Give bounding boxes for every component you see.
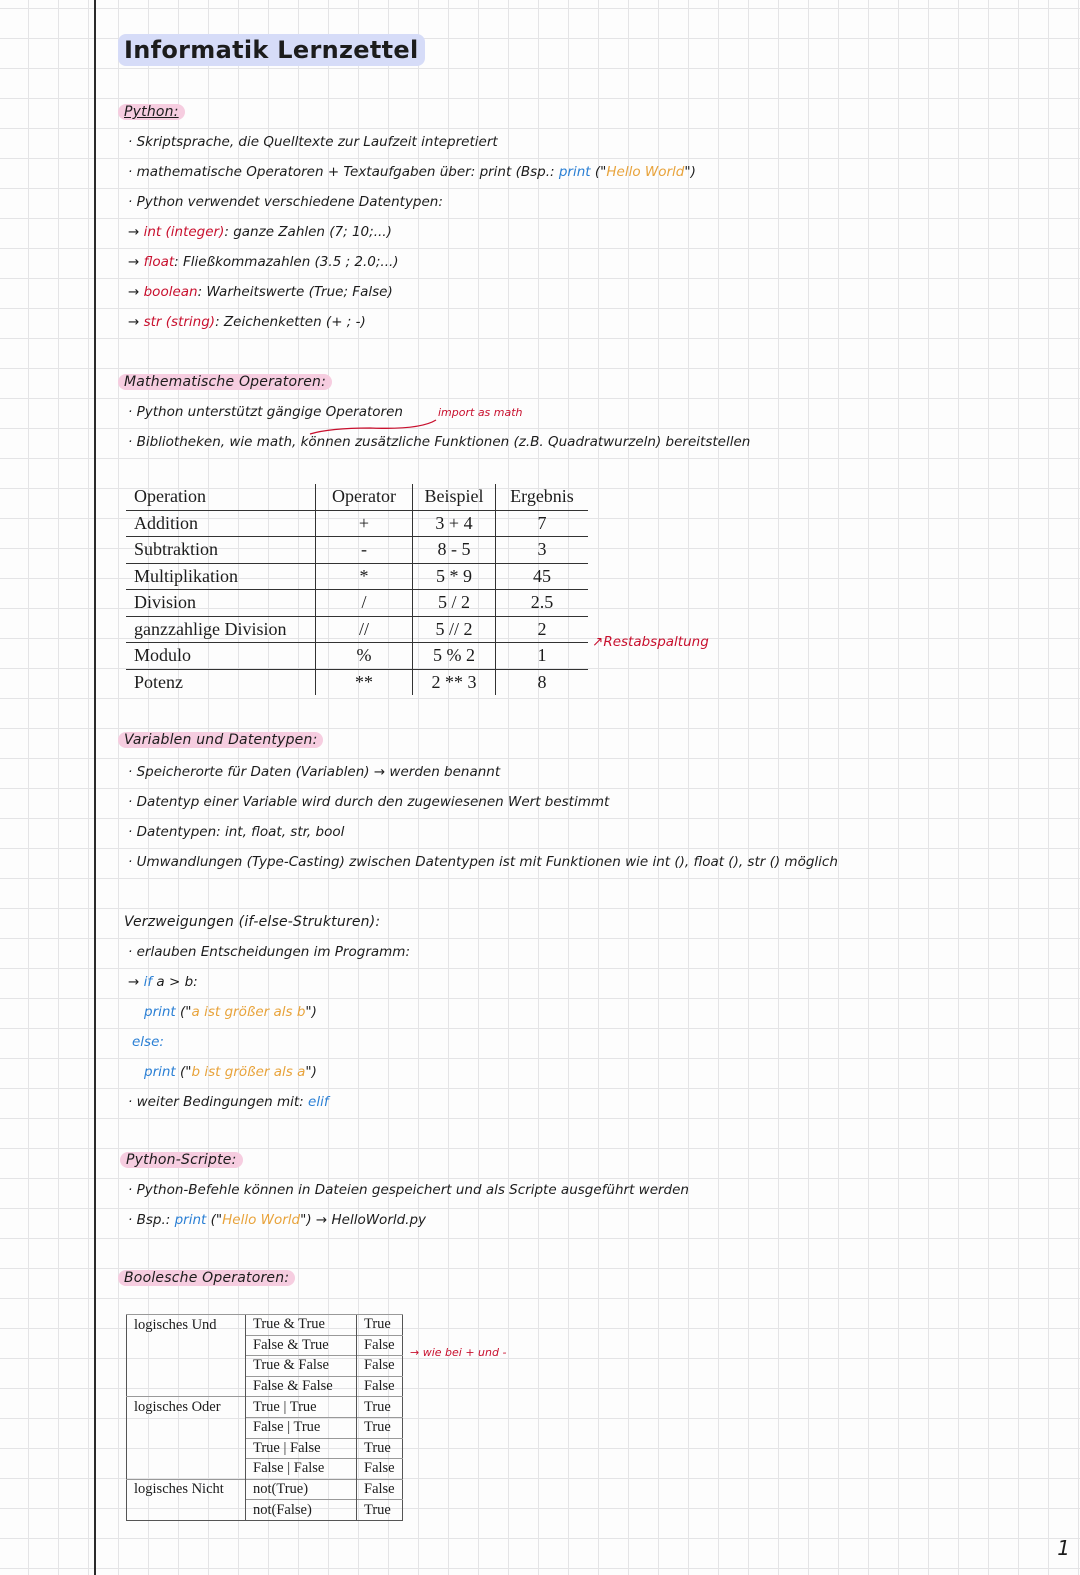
table-cell: logisches Und (127, 1315, 246, 1336)
table-cell: False (357, 1459, 403, 1480)
variables-heading: Variablen und Datentypen: (118, 732, 323, 748)
table-cell: False (357, 1335, 403, 1356)
table-cell: True (357, 1417, 403, 1438)
variables-line-1: · Speicherorte für Daten (Variablen) → werden benannt (128, 764, 501, 780)
table-row (126, 590, 588, 617)
table-cell: Multiplikation (134, 565, 239, 586)
table-row (127, 1376, 403, 1397)
branches-heading: Verzweigungen (if-else-Strukturen): (124, 914, 381, 930)
table-cell: 8 - 5 (413, 537, 496, 564)
boolean-heading: Boolesche Operatoren: (118, 1270, 295, 1286)
type-int: → int (integer): ganze Zahlen (7; 10;...) (128, 224, 392, 240)
table-row (127, 1335, 403, 1356)
table-cell: 5 / 2 (413, 590, 496, 617)
math-line-2: · Bibliotheken, wie math, können zusätzliche Funktionen (z.B. Quadratwurzeln) bereitstellen (128, 434, 751, 450)
scripts-line-2: · Bsp.: print ("Hello World") → HelloWorld.py (128, 1212, 427, 1228)
table-cell: Subtraktion (134, 539, 218, 560)
table-cell: 5 // 2 (413, 616, 496, 643)
page-number: 1 (1057, 1536, 1070, 1560)
table-cell: ganzzahlige Division (134, 618, 287, 639)
scripts-heading: Python-Scripte: (120, 1152, 243, 1168)
table-header: Ergebnis (496, 484, 589, 510)
scripts-line-1: · Python-Befehle können in Dateien gespeichert und als Scripte ausgeführt werden (128, 1182, 689, 1198)
table-cell: False (357, 1376, 403, 1397)
table-cell: 2.5 (496, 590, 589, 617)
table-row (127, 1438, 403, 1459)
table-cell: 8 (496, 669, 589, 695)
table-cell: 1 (496, 643, 589, 670)
table-header: Beispiel (413, 484, 496, 510)
python-heading: Python: (118, 104, 185, 120)
type-boolean: → boolean: Warheitswerte (True; False) (128, 284, 393, 300)
table-row (126, 537, 588, 564)
table-cell (127, 1335, 246, 1356)
table-cell: True (357, 1315, 403, 1336)
table-row (127, 1397, 403, 1418)
boolean-table (126, 1314, 403, 1521)
code-print-2: print ("b ist größer als a") (144, 1064, 317, 1080)
table-cell (127, 1500, 246, 1521)
table-header: Operation (134, 486, 206, 507)
table-row (126, 616, 588, 643)
table-cell: // (316, 616, 413, 643)
table-cell: True & False (246, 1356, 357, 1377)
table-row (126, 510, 588, 537)
math-line-1: · Python unterstützt gängige Operatoren (128, 404, 403, 420)
table-cell: not(True) (246, 1479, 357, 1500)
table-cell: True | False (246, 1438, 357, 1459)
variables-line-3: · Datentypen: int, float, str, bool (128, 824, 345, 840)
table-cell: 2 (496, 616, 589, 643)
table-cell: ** (316, 669, 413, 695)
table-cell: % (316, 643, 413, 670)
import-annotation: import as math (438, 406, 523, 419)
table-cell: False (357, 1479, 403, 1500)
type-float: → float: Fließkommazahlen (3.5 ; 2.0;...) (128, 254, 399, 270)
table-row (126, 669, 588, 695)
table-cell: * (316, 563, 413, 590)
table-row (127, 1315, 403, 1336)
table-header: Operator (316, 484, 413, 510)
table-cell: False | False (246, 1459, 357, 1480)
variables-line-2: · Datentyp einer Variable wird durch den zugewiesenen Wert bestimmt (128, 794, 610, 810)
table-cell: logisches Oder (127, 1397, 246, 1418)
table-cell: Addition (134, 512, 199, 533)
python-line-1: · Skriptsprache, die Quelltexte zur Laufzeit intepretiert (128, 134, 498, 150)
table-cell: 3 (496, 537, 589, 564)
table-cell: True | True (246, 1397, 357, 1418)
table-cell: False (357, 1356, 403, 1377)
modulo-note: ↗Restabspaltung (592, 634, 709, 650)
page-title: Informatik Lernzettel (118, 34, 425, 66)
type-str: → str (string): Zeichenketten (+ ; -) (128, 314, 366, 330)
table-cell (127, 1438, 246, 1459)
table-cell: True (357, 1438, 403, 1459)
table-cell: True & True (246, 1315, 357, 1336)
table-cell: Potenz (134, 671, 183, 692)
table-cell: False & True (246, 1335, 357, 1356)
table-row (127, 1500, 403, 1521)
table-cell: 7 (496, 510, 589, 537)
table-row (127, 1356, 403, 1377)
table-cell (127, 1417, 246, 1438)
table-cell: 45 (496, 563, 589, 590)
table-cell (127, 1376, 246, 1397)
boolean-note: → wie bei + und - (410, 1346, 507, 1359)
code-print-1: print ("a ist größer als b") (144, 1004, 317, 1020)
table-cell: 3 + 4 (413, 510, 496, 537)
table-cell: logisches Nicht (127, 1479, 246, 1500)
table-cell: True (357, 1397, 403, 1418)
code-else: else: (132, 1034, 164, 1050)
margin-line (94, 0, 96, 1575)
code-if: → if a > b: (128, 974, 198, 990)
elif-line: · weiter Bedingungen mit: elif (128, 1094, 329, 1110)
table-cell (127, 1459, 246, 1480)
variables-line-4: · Umwandlungen (Type-Casting) zwischen Datentypen ist mit Funktionen wie int (), float (), str () möglich (128, 854, 838, 870)
table-cell: / (316, 590, 413, 617)
table-cell: Modulo (134, 645, 192, 666)
table-cell: False & False (246, 1376, 357, 1397)
python-line-3: · Python verwendet verschiedene Datentypen: (128, 194, 443, 210)
table-row (126, 563, 588, 590)
table-cell: 2 ** 3 (413, 669, 496, 695)
table-row (127, 1417, 403, 1438)
table-cell: True (357, 1500, 403, 1521)
table-cell: 5 * 9 (413, 563, 496, 590)
math-heading: Mathematische Operatoren: (118, 374, 332, 390)
table-cell: Division (134, 592, 197, 613)
table-cell (127, 1356, 246, 1377)
table-cell: not(False) (246, 1500, 357, 1521)
table-cell: + (316, 510, 413, 537)
table-cell: False | True (246, 1417, 357, 1438)
table-row (127, 1459, 403, 1480)
table-row (126, 643, 588, 670)
branches-line-1: · erlauben Entscheidungen im Programm: (128, 944, 410, 960)
table-cell: - (316, 537, 413, 564)
table-row (127, 1479, 403, 1500)
table-cell: 5 % 2 (413, 643, 496, 670)
python-line-2: · mathematische Operatoren + Textaufgaben über: print (Bsp.: print ("Hello World") (128, 164, 696, 180)
table-header-row (126, 484, 588, 510)
operators-table (126, 484, 588, 695)
